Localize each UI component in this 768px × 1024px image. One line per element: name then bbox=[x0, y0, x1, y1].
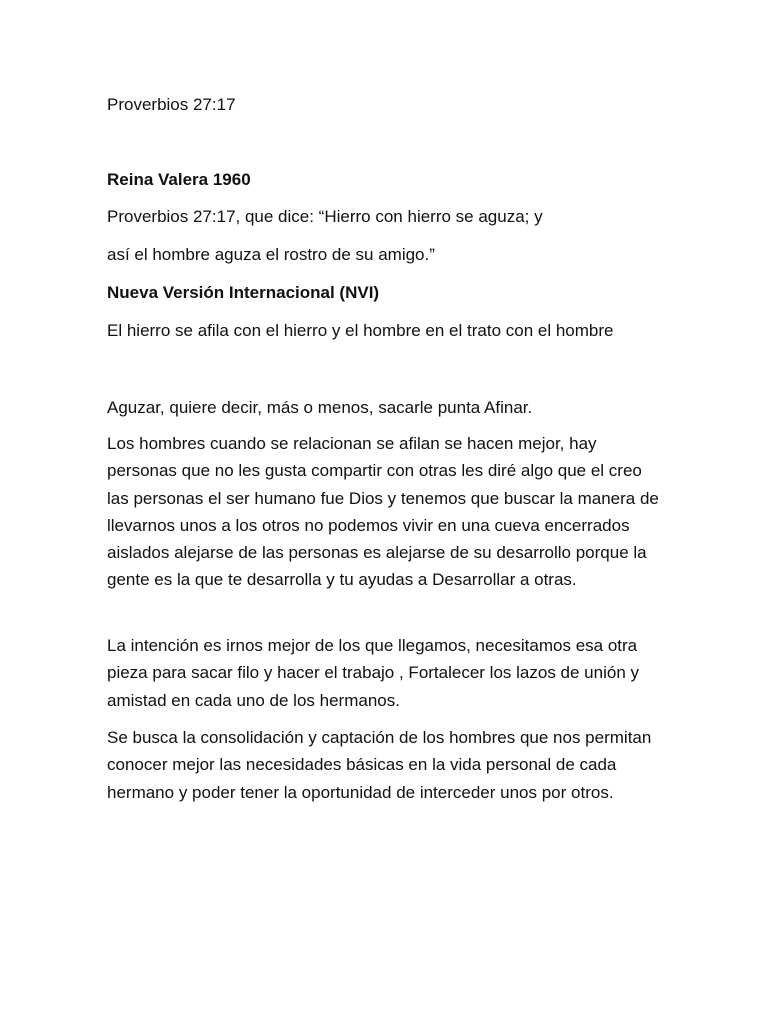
rvr-verse-line-1: Proverbios 27:17, que dice: “Hierro con hierro se aguza; y bbox=[107, 207, 543, 226]
paragraph-intention: La intención es irnos mejor de los que llegamos, necesitamos esa otra pieza para sacar filo y hacer el trabajo , Fortalecer los lazos de unión y amistad en cada uno de los hermanos. bbox=[107, 636, 639, 710]
scripture-reference: Proverbios 27:17 bbox=[107, 95, 236, 114]
paragraph-definition: Aguzar, quiere decir, más o menos, sacarle punta Afinar. bbox=[107, 398, 533, 417]
paragraph-relationships: Los hombres cuando se relacionan se afilan se hacen mejor, hay personas que no les gusta compartir con otras les diré algo que el creo las personas el ser humano fue Dios y tenemos que buscar la manera de llevarnos unos a los otros no podemos vivir en una cueva encerrados aislados alejarse de las personas es alejarse de su desarrollo porque la gente es la que te desarrolla y tu ayudas a Desarrollar a otras. bbox=[107, 434, 659, 590]
nvi-verse: El hierro se afila con el hierro y el hombre en el trato con el hombre bbox=[107, 321, 614, 340]
nvi-heading: Nueva Versión Internacional (NVI) bbox=[107, 283, 380, 302]
rvr-heading: Reina Valera 1960 bbox=[107, 170, 251, 189]
paragraph-consolidation: Se busca la consolidación y captación de los hombres que nos permitan conocer mejor las necesidades básicas en la vida personal de cada hermano y poder tener la oportunidad de interceder unos por otros. bbox=[107, 728, 652, 802]
rvr-verse-line-2: así el hombre aguza el rostro de su amigo.” bbox=[107, 245, 435, 264]
